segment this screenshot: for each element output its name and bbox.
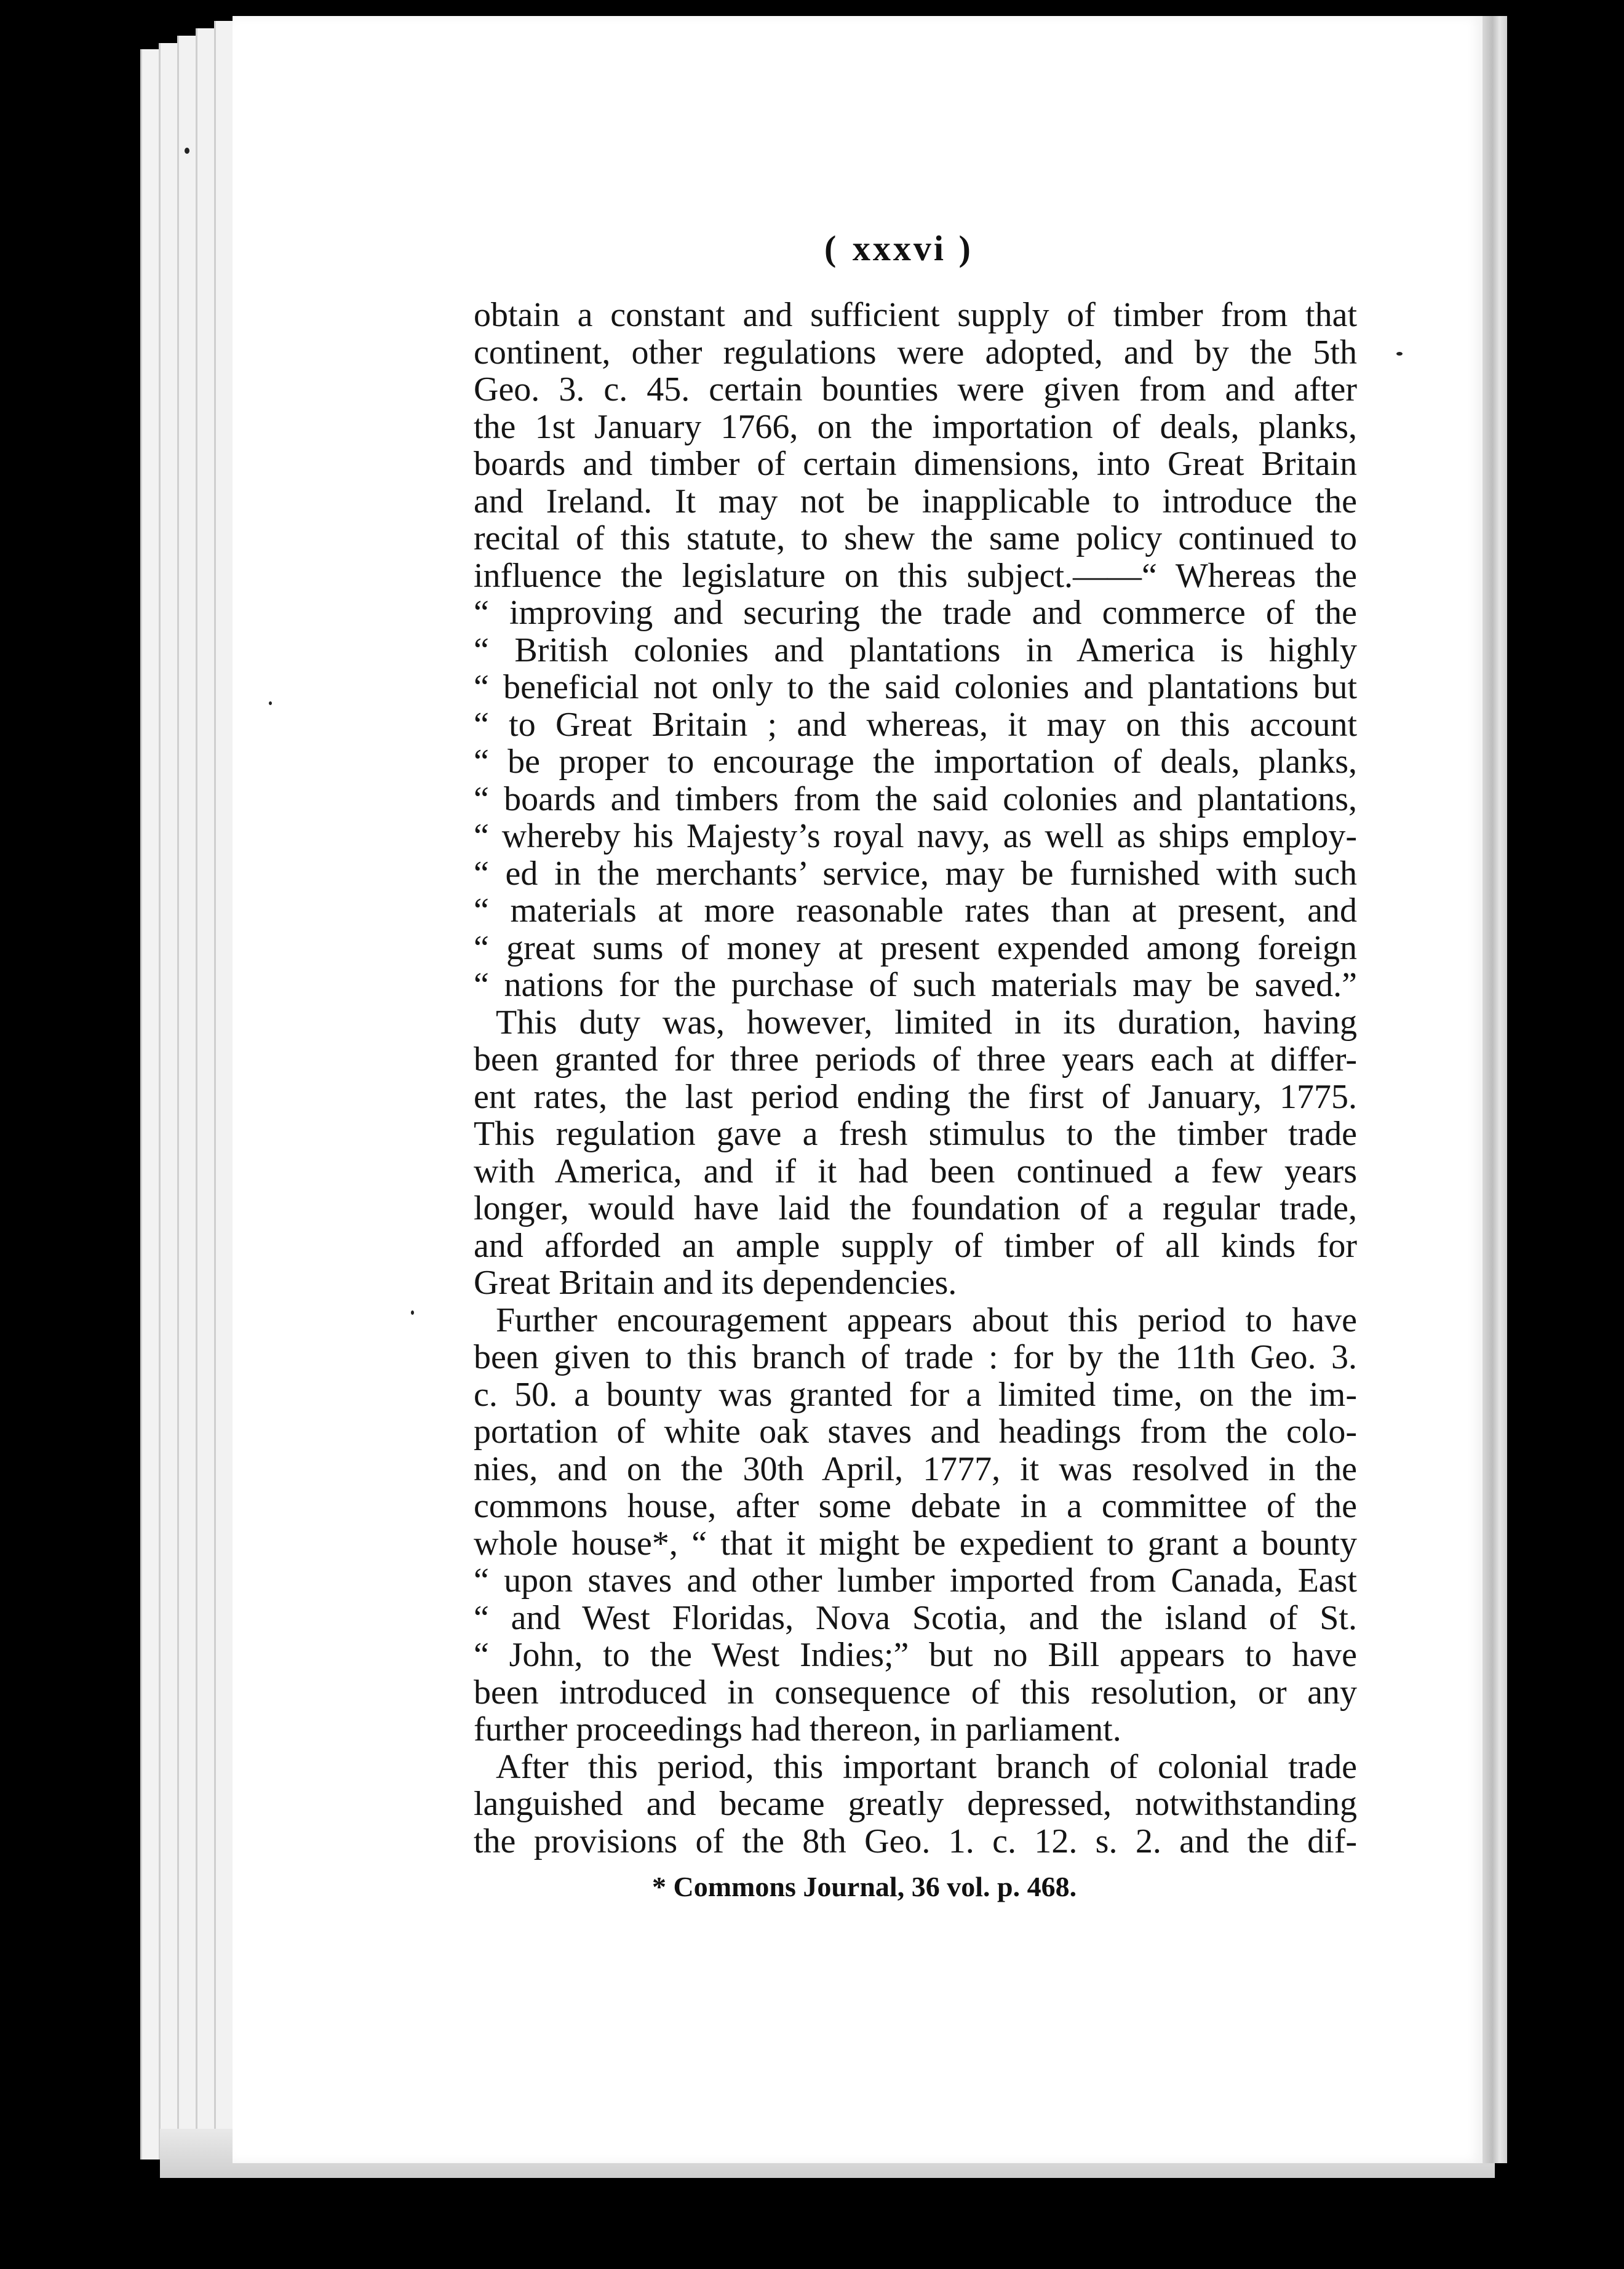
text-line: Great Britain and its dependencies. — [474, 1264, 957, 1302]
text-line: Geo. 3. c. 45. certain bounties were given from and after — [474, 370, 1357, 409]
text-line: After this period, this important branch of colonial trade — [496, 1747, 1357, 1786]
text-line: “ John, to the West Indies;” but no Bill appears to have — [474, 1636, 1357, 1674]
text-line: “ whereby his Majesty’s royal navy, as well as ships employ- — [474, 817, 1357, 855]
text-line: c. 50. a bounty was granted for a limited time, on the im- — [474, 1375, 1357, 1414]
ink-speck — [185, 148, 189, 154]
text-line: commons house, after some debate in a committee of the — [474, 1487, 1357, 1525]
ink-speck — [411, 1310, 414, 1315]
text-line: influence the legislature on this subject.——“ Whereas the — [474, 556, 1357, 595]
text-line: been introduced in consequence of this resolution, or any — [474, 1673, 1357, 1712]
text-line: longer, would have laid the foundation of a regular trade, — [474, 1189, 1357, 1227]
text-line: “ materials at more reasonable rates than at present, and — [474, 891, 1357, 930]
text-line: been given to this branch of trade : for by the 11th Geo. 3. — [474, 1338, 1357, 1376]
paren-close: ) — [958, 228, 974, 268]
text-line: “ to Great Britain ; and whereas, it may on this account — [474, 705, 1357, 744]
text-line: with America, and if it had been continued a few years — [474, 1152, 1357, 1190]
paren-open: ( — [824, 228, 840, 268]
text-line: boards and timber of certain dimensions, into Great Britain — [474, 445, 1357, 483]
text-line: been granted for three periods of three years each at differ- — [474, 1040, 1357, 1079]
page-gutter — [1483, 16, 1507, 2163]
text-line: This regulation gave a fresh stimulus to the timber trade — [474, 1115, 1357, 1153]
footnote: * Commons Journal, 36 vol. p. 468. — [652, 1871, 1077, 1902]
text-line: “ and West Floridas, Nova Scotia, and the island of St. — [474, 1598, 1357, 1637]
body-text — [474, 297, 1357, 1860]
text-line: nies, and on the 30th April, 1777, it was resolved in the — [474, 1450, 1357, 1488]
text-line: “ British colonies and plantations in America is highly — [474, 631, 1357, 669]
text-line: the 1st January 1766, on the importation of deals, planks, — [474, 407, 1357, 446]
text-line: “ beneficial not only to the said colonies and plantations but — [474, 668, 1357, 706]
ink-speck — [269, 701, 272, 705]
text-line: further proceedings had thereon, in parliament. — [474, 1710, 1121, 1749]
text-line: This duty was, however, limited in its duration, having — [496, 1003, 1357, 1042]
page-number-value: xxxvi — [852, 228, 946, 268]
text-line: portation of white oak staves and headings from the colo- — [474, 1413, 1357, 1451]
text-line: and afforded an ample supply of timber of all kinds for — [474, 1226, 1357, 1265]
text-line: “ boards and timbers from the said colonies and plantations, — [474, 780, 1357, 818]
text-line: whole house*, “ that it might be expedient to grant a bounty — [474, 1524, 1357, 1563]
text-line: the provisions of the 8th Geo. 1. c. 12. s. 2. and the dif- — [474, 1822, 1357, 1860]
text-line: and Ireland. It may not be inapplicable to introduce the — [474, 482, 1357, 520]
text-line: recital of this statute, to shew the same policy continued to — [474, 519, 1357, 557]
text-line: obtain a constant and sufficient supply of timber from that — [474, 296, 1357, 334]
text-line: “ ed in the merchants’ service, may be furnished with such — [474, 854, 1357, 893]
text-line: Further encouragement appears about this period to have — [496, 1301, 1357, 1339]
text-line: “ great sums of money at present expended among foreign — [474, 928, 1357, 967]
text-line: languished and became greatly depressed, notwithstanding — [474, 1785, 1357, 1823]
page-number — [824, 228, 974, 269]
text-line: “ improving and securing the trade and commerce of the — [474, 594, 1357, 632]
text-line: ent rates, the last period ending the first of January, 1775. — [474, 1077, 1357, 1116]
text-line: “ upon staves and other lumber imported from Canada, East — [474, 1561, 1357, 1600]
text-line: continent, other regulations were adopted, and by the 5th — [474, 333, 1357, 372]
text-line: “ nations for the purchase of such materials may be saved.” — [474, 966, 1357, 1004]
text-line: “ be proper to encourage the importation of deals, planks, — [474, 743, 1357, 781]
ink-speck — [1396, 352, 1403, 356]
